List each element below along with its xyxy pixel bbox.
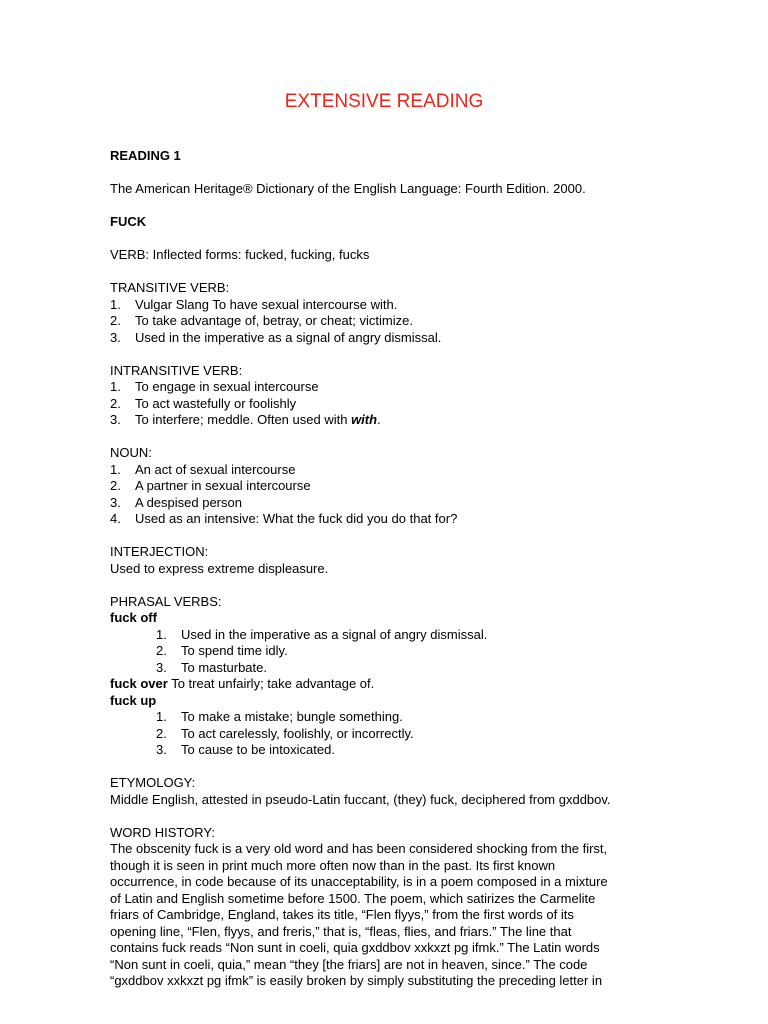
text-line: “gxddbov xxkxzt pg ifmk” is easily broken by simply substituting the preceding letter in [110, 973, 603, 988]
list-item: 3. To cause to be intoxicated. [156, 742, 335, 757]
text-line: The obscenity fuck is a very old word and has been considered shocking from the first, [110, 841, 608, 856]
noun-label: NOUN: [110, 445, 152, 460]
transitive-label: TRANSITIVE VERB: [110, 280, 230, 295]
page-title: EXTENSIVE READING [284, 91, 484, 112]
phrasal-off-list [110, 627, 670, 677]
text-line: contains fuck reads “Non sunt in coeli, quia gxddbov xxkxzt pg ifmk.” The Latin words [110, 940, 600, 955]
list-item: 2. To spend time idly. [156, 643, 288, 658]
transitive-list [110, 297, 670, 347]
headword: FUCK [110, 214, 147, 229]
noun-list [110, 462, 670, 528]
reading-heading: READING 1 [110, 148, 181, 163]
list-item: 3. To interfere; meddle. Often used with with. [110, 412, 381, 427]
source-citation: The American Heritage® Dictionary of the English Language: Fourth Edition. 2000. [110, 181, 586, 196]
phrasal-up-list [110, 709, 670, 759]
word-history-label: WORD HISTORY: [110, 824, 215, 840]
text-line: “Non sunt in coeli, quia,” mean “they [the friars] are not in heaven, since.” The code [110, 956, 588, 972]
phrasal-over: fuck over To treat unfairly; take advantage of. [110, 676, 375, 691]
list-item: 3. A despised person [110, 494, 242, 510]
interjection-text: Used to express extreme displeasure. [110, 560, 329, 576]
list-item: 2. A partner in sexual intercourse [110, 478, 311, 493]
etymology-label: ETYMOLOGY: [110, 775, 196, 790]
phrasal-term-off: fuck off [110, 610, 157, 625]
text-line: occurrence, in code because of its unacceptability, is in a poem composed in a mixture [110, 874, 608, 889]
list-item: 2. To act carelessly, foolishly, or incorrectly. [156, 725, 414, 741]
list-item: 3. To masturbate. [156, 659, 267, 675]
list-item: 1. Used in the imperative as a signal of angry dismissal. [156, 626, 488, 642]
phrasal-term-up: fuck up [110, 692, 157, 708]
phrasal-label: PHRASAL VERBS: [110, 593, 222, 609]
list-item: 1. An act of sexual intercourse [110, 461, 296, 477]
text-line: though it is seen in print much more often now than in the past. Its first known [110, 857, 556, 873]
document-body [110, 148, 670, 990]
list-item: 1. To make a mistake; bungle something. [156, 709, 403, 724]
verb-forms: VERB: Inflected forms: fucked, fucking, fucks [110, 247, 370, 262]
list-item: 4. Used as an intensive: What the fuck did you do that for? [110, 511, 458, 526]
text-line: opening line, “Flen, flyys, and freris,” that is, “fleas, flies, and friars.” The line that [110, 923, 572, 939]
word-history-text [110, 841, 670, 990]
text-line: of Latin and English sometime before 1500. The poem, which satirizes the Carmelite [110, 890, 596, 906]
interjection-label: INTERJECTION: [110, 544, 209, 559]
list-item: 1. To engage in sexual intercourse [110, 379, 319, 394]
list-item: 2. To take advantage of, betray, or cheat; victimize. [110, 313, 413, 328]
list-item: 3. Used in the imperative as a signal of angry dismissal. [110, 329, 442, 345]
text-line: friars of Cambridge, England, takes its title, “Flen flyys,” from the first words of its [110, 907, 574, 922]
intransitive-label: INTRANSITIVE VERB: [110, 362, 243, 378]
list-item: 1. Vulgar Slang To have sexual intercourse with. [110, 296, 398, 312]
list-item: 2. To act wastefully or foolishly [110, 395, 297, 411]
intransitive-list [110, 379, 670, 429]
etymology-text: Middle English, attested in pseudo-Latin fuccant, (they) fuck, deciphered from gxddbov. [110, 791, 611, 807]
